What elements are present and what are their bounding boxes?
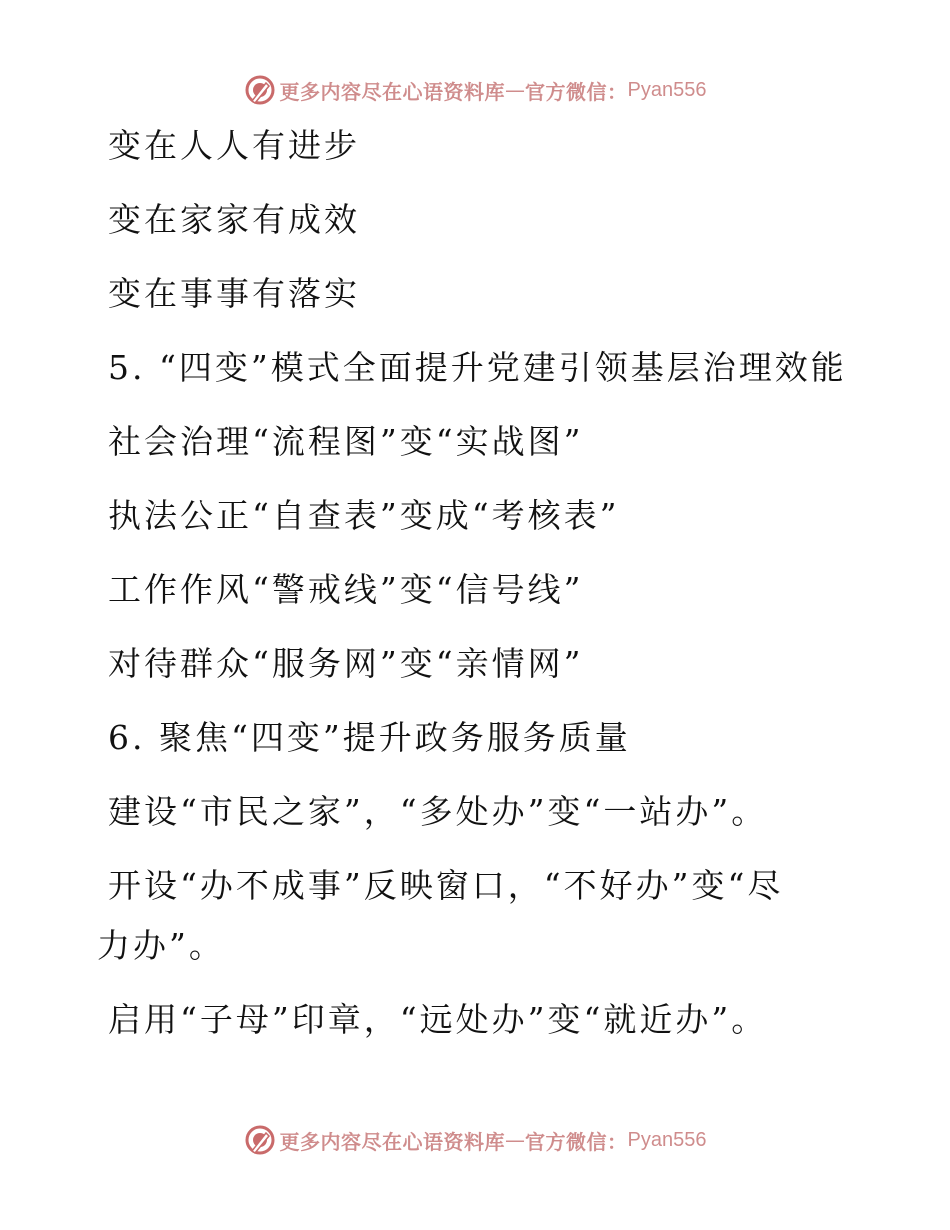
pen-logo-icon xyxy=(244,74,276,106)
text-line: 执法公正“自查表”变成“考核表” xyxy=(108,496,620,535)
text-line: 社会治理“流程图”变“实战图” xyxy=(108,422,584,461)
footer-banner-separator: — xyxy=(505,1128,526,1152)
text-line: 建设“市民之家”，“多处办”变“一站办”。 xyxy=(108,792,768,831)
header-banner-separator: — xyxy=(505,78,526,102)
footer-banner xyxy=(0,1120,950,1160)
section-heading: 6. 聚焦“四变”提升政务服务质量 xyxy=(108,718,631,757)
text-line: 启用“子母”印章，“远处办”变“就近办”。 xyxy=(108,1000,768,1039)
text-line: 变在家家有成效 xyxy=(108,200,360,239)
footer-banner-text: 更多内容尽在心语资料库 xyxy=(279,1129,506,1154)
header-banner-label: 官方微信： xyxy=(525,79,628,104)
text-line: 变在事事有落实 xyxy=(108,274,360,313)
text-line: 开设“办不成事”反映窗口，“不好办”变“尽 xyxy=(108,866,784,905)
text-line: 对待群众“服务网”变“亲情网” xyxy=(108,644,584,683)
header-banner-id: Pyan556 xyxy=(627,78,707,101)
section-heading: 5. “四变”模式全面提升党建引领基层治理效能 xyxy=(108,348,847,387)
footer-banner-id: Pyan556 xyxy=(627,1128,707,1151)
header-banner-text: 更多内容尽在心语资料库 xyxy=(279,79,506,104)
header-banner xyxy=(0,70,950,110)
text-line-continuation: 力办”。 xyxy=(97,926,225,965)
footer-banner-label: 官方微信： xyxy=(525,1129,628,1154)
text-line: 变在人人有进步 xyxy=(108,126,360,165)
text-line: 工作作风“警戒线”变“信号线” xyxy=(108,570,584,609)
pen-logo-icon xyxy=(244,1124,276,1156)
